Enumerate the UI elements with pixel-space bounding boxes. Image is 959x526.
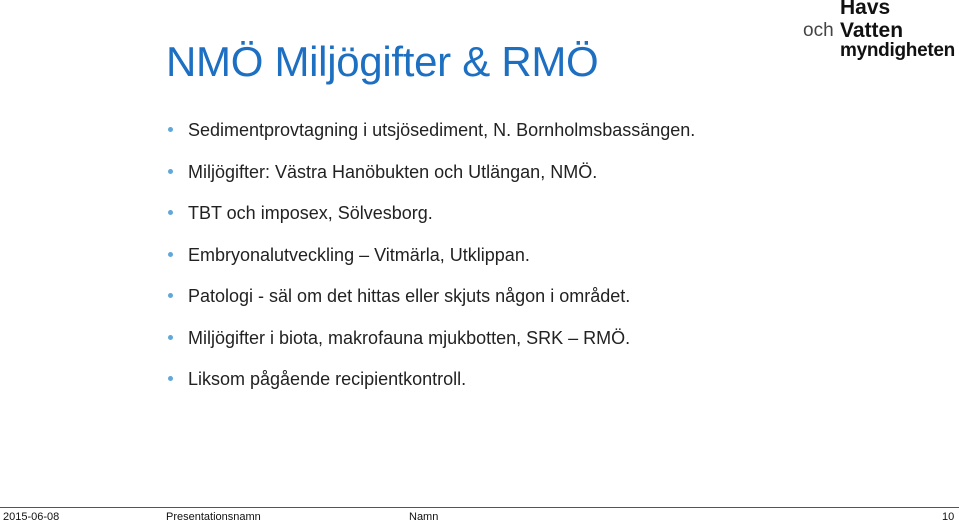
footer-presentation-name: Presentationsnamn — [166, 511, 261, 523]
bullet-text: Embryonalutveckling – Vitmärla, Utklippan. — [188, 244, 530, 265]
bullet-text: Miljögifter i biota, makrofauna mjukbotten, SRK – RMÖ. — [188, 327, 631, 348]
bullet-dot-icon — [168, 252, 173, 257]
footer-page-number: 10 — [942, 511, 955, 523]
bullet-dot-icon — [168, 127, 173, 132]
footer-date: 2015-06-08 — [3, 511, 60, 523]
slide-title: NMÖ Miljögifter & RMÖ — [166, 38, 599, 85]
logo-och: och — [803, 20, 834, 41]
bullet-dot-icon — [168, 293, 173, 298]
bullet-item — [168, 243, 695, 285]
bullet-text: Sedimentprovtagning i utsjösediment, N. Bornholmsbassängen. — [188, 120, 696, 140]
havs-och-vattenmyndigheten-logo — [803, 0, 959, 66]
logo-line-myndigheten: myndigheten — [840, 40, 955, 61]
logo-line-vatten: Vatten — [840, 19, 904, 42]
logo-line-havs: Havs — [840, 0, 891, 19]
bullet-item — [168, 326, 695, 368]
bullet-text: TBT och imposex, Sölvesborg. — [188, 203, 433, 223]
bullet-dot-icon — [168, 210, 173, 215]
footer-author-name: Namn — [409, 511, 439, 523]
bullet-dot-icon — [168, 335, 173, 340]
bullet-dot-icon — [168, 169, 173, 174]
bullet-text: Patologi - säl om det hittas eller skjuts någon i området. — [188, 286, 631, 306]
bullet-item — [168, 284, 695, 326]
bullet-item — [168, 160, 695, 202]
bullet-list — [168, 118, 695, 409]
bullet-item — [168, 118, 695, 160]
bullet-text: Miljögifter: Västra Hanöbukten och Utlängan, NMÖ. — [188, 161, 598, 182]
bullet-item — [168, 201, 695, 243]
bullet-dot-icon — [168, 376, 173, 381]
footer-divider — [0, 507, 959, 508]
bullet-text: Liksom pågående recipientkontroll. — [188, 369, 467, 389]
bullet-item — [168, 367, 695, 409]
